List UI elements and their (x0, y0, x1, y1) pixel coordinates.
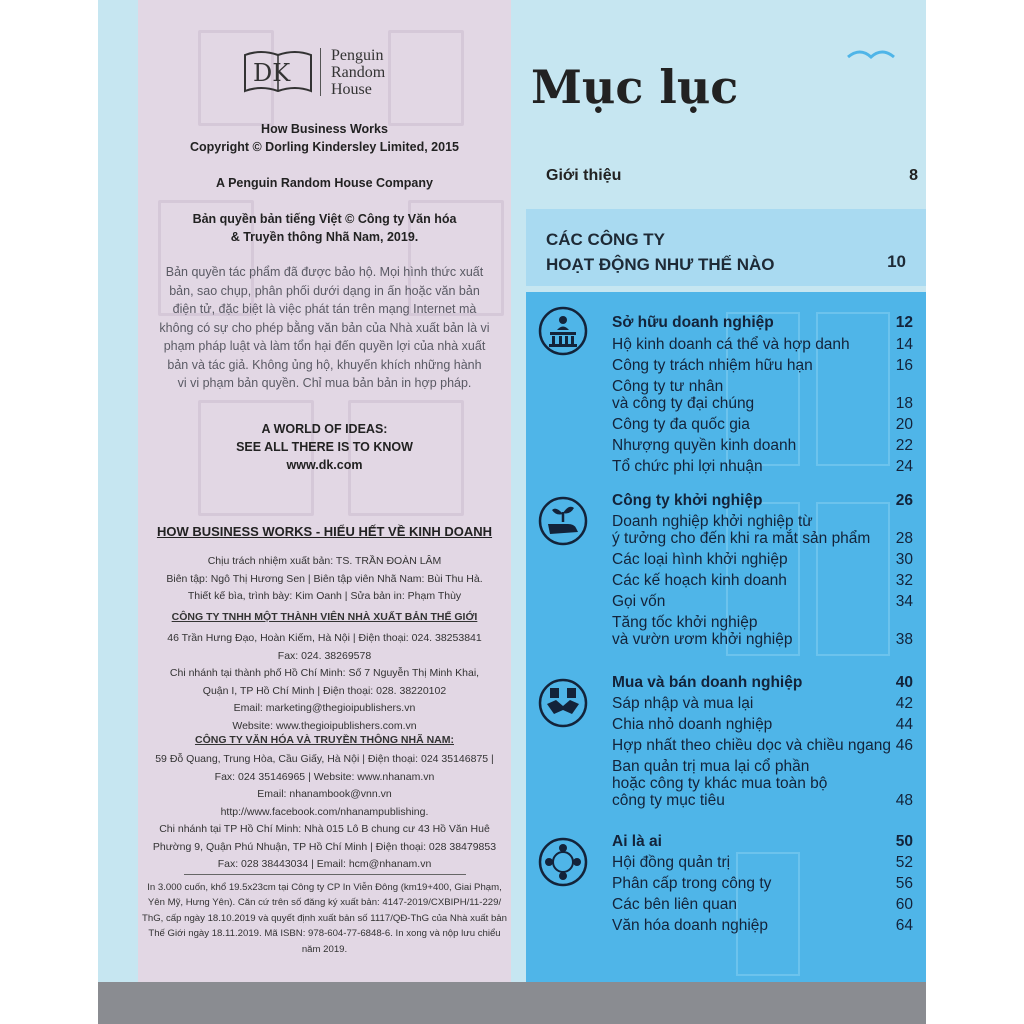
divider-rule (184, 874, 466, 875)
window-decoration (388, 30, 464, 126)
copyright-block: How Business Works Copyright © Dorling Kindersley Limited, 2015 (190, 122, 459, 154)
slogan-block: A WORLD OF IDEAS: SEE ALL THERE IS TO KNOW www.dk.com (236, 422, 413, 472)
logo-divider (320, 48, 321, 96)
toc-entry[interactable]: Hội đồng quản trị (612, 854, 731, 871)
toc-intro-page: 8 (909, 167, 918, 184)
toc-entry[interactable]: Công ty tư nhân và công ty đại chúng (612, 378, 755, 412)
toc-entry[interactable]: Phân cấp trong công ty (612, 875, 772, 892)
toc-entry[interactable]: Các kế hoạch kinh doanh (612, 572, 787, 589)
toc-page-number: 28 (895, 530, 913, 547)
publisher-logo (240, 44, 385, 100)
toc-page-number: 48 (895, 792, 913, 809)
toc-page-number: 52 (895, 854, 913, 871)
toc-entry[interactable]: Các loại hình khởi nghiệp (612, 551, 788, 568)
toc-page-number: 60 (895, 896, 913, 913)
toc-page-number: 30 (895, 551, 913, 568)
toc-title: Mục lục (531, 60, 739, 114)
toc-entry[interactable]: Gọi vốn (612, 593, 666, 610)
toc-page-number: 20 (895, 416, 913, 433)
toc-intro-label: Giới thiệu (546, 167, 622, 184)
toc-page-number: 14 (895, 336, 913, 353)
toc-entry[interactable]: Các bên liên quan (612, 896, 737, 913)
toc-page-number: 38 (895, 631, 913, 648)
toc-page-number: 24 (895, 458, 913, 475)
dk-logo-icon (240, 46, 316, 98)
toc-entry[interactable]: Hộ kinh doanh cá thể và hợp danh (612, 336, 850, 353)
toc-entry[interactable]: Công ty trách nhiệm hữu hạn (612, 357, 813, 374)
toc-entries-panel (526, 292, 926, 982)
toc-section-page: 10 (887, 252, 906, 271)
toc-page-number: 16 (895, 357, 913, 374)
toc-group-heading[interactable]: Ai là ai (612, 833, 662, 850)
toc-page-number: 12 (895, 314, 913, 331)
toc-page-number: 22 (895, 437, 913, 454)
toc-entry[interactable]: Văn hóa doanh nghiệp (612, 917, 769, 934)
toc-entry[interactable]: Ban quản trị mua lại cổ phần hoặc công ty khác mua toàn bộ công ty mục tiêu (612, 758, 828, 809)
toc-intro-row[interactable] (546, 167, 918, 185)
publisher-heading: CÔNG TY TNHH MỘT THÀNH VIÊN NHÀ XUẤT BẢN THẾ GIỚI (171, 611, 478, 623)
toc-page-number: 34 (895, 593, 913, 610)
toc-page-number: 40 (895, 674, 913, 691)
people-network-icon (538, 837, 588, 887)
toc-page-number: 56 (895, 875, 913, 892)
toc-section-title: CÁC CÔNG TY HOẠT ĐỘNG NHƯ THẾ NÀO (546, 230, 775, 274)
nhanam-info: 59 Đỗ Quang, Trung Hòa, Cầu Giấy, Hà Nội | Điện thoại: 024 35146875 | Fax: 024 35146965 | Website: www.nhanam.vn Email: nhanambook@vnn.vn http://www.facebook.com/nhanampublishing. Chi nhánh tại TP Hồ Chí Minh: Nhà 015 Lô B chung cư 43 Hồ Văn Huê Phường 9, Quận Phú Nhuận, TP Hồ Chí Minh | Điện thoại: 028 38479853 Fax: 028 38443034 | Email: hcm@nhanam.vn (152, 753, 497, 870)
toc-entry[interactable]: Chia nhỏ doanh nghiệp (612, 716, 773, 733)
vn-rights-block: Bản quyền bản tiếng Việt © Công ty Văn hóa & Truyền thông Nhã Nam, 2019. (192, 212, 457, 244)
credits-block: Chịu trách nhiệm xuất bản: TS. TRẦN ĐOÀN LÂM Biên tập: Ngô Thị Hương Sen | Biên tập viên Nhã Nam: Bùi Thu Hà. Thiết kế bìa, trình bày: Kim Oanh | Sửa bản in: Phạm Thùy (166, 555, 483, 602)
copyright-notice: Bản quyền tác phẩm đã được bảo hộ. Mọi hình thức xuất bản, sao chụp, phân phối dưới dạng in ấn hoặc văn bản điện tử, đặc biệt là việc phát tán trên mạng Internet mà không có sự cho phép bằng văn bản của Nhà xuất bản là vi phạm pháp luật và làm tổn hại đến quyền lợi của nhà xuất bản và tác giả. Không ủng hộ, khuyến khích những hành vi vi phạm bản quyền. Chỉ mua bản bản in hợp pháp. (159, 265, 490, 390)
toc-page-number: 46 (895, 737, 913, 754)
toc-page-number: 42 (895, 695, 913, 712)
toc-page-number: 32 (895, 572, 913, 589)
toc-group-heading[interactable]: Công ty khởi nghiệp (612, 492, 763, 509)
nhanam-heading: CÔNG TY VĂN HÓA VÀ TRUYỀN THÔNG NHÃ NAM: (194, 734, 454, 746)
handshake-icon (538, 678, 588, 728)
toc-entry[interactable]: Doanh nghiệp khởi nghiệp từ ý tưởng cho đến khi ra mắt sản phẩm (612, 513, 871, 547)
toc-entry[interactable]: Công ty đa quốc gia (612, 416, 750, 433)
toc-entry[interactable]: Sáp nhập và mua lại (612, 695, 754, 712)
colophon-panel (138, 0, 511, 982)
toc-entry[interactable]: Tăng tốc khởi nghiệp và vườn ươm khởi nghiệp (612, 614, 793, 648)
bird-decoration-icon (846, 47, 896, 61)
toc-column (511, 0, 926, 982)
toc-page-number: 64 (895, 917, 913, 934)
toc-page-number: 44 (895, 716, 913, 733)
publisher-info: 46 Trần Hưng Đạo, Hoàn Kiếm, Hà Nội | Điện thoại: 024. 38253841 Fax: 024. 38269578 Chi nhánh tại thành phố Hồ Chí Minh: Số 7 Nguyễn Thị Minh Khai, Quận I, TP Hồ Chí Minh | Điện thoại: 028. 38220102 Email: marketing@thegioipublishers.vn Website: www.thegioipublishers.com.vn (167, 632, 482, 732)
toc-section-band[interactable] (526, 209, 926, 286)
sprout-hand-icon (538, 496, 588, 546)
toc-page-number: 26 (895, 492, 913, 509)
toc-group-heading[interactable]: Sở hữu doanh nghiệp (612, 314, 774, 331)
toc-entry[interactable]: Hợp nhất theo chiều dọc và chiều ngang (612, 737, 892, 754)
book-title: HOW BUSINESS WORKS - HIỂU HẾT VỀ KINH DOANH (156, 524, 493, 539)
toc-entry[interactable]: Tổ chức phi lợi nhuận (612, 458, 763, 475)
svg-text:DK: DK (253, 59, 291, 87)
toc-page-number: 18 (895, 395, 913, 412)
toc-page-number: 50 (895, 833, 913, 850)
book-page (98, 0, 926, 982)
company-line: A Penguin Random House Company (216, 176, 433, 190)
print-info: In 3.000 cuốn, khổ 19.5x23cm tại Công ty CP In Viễn Đông (km19+400, Giai Phạm, Yên Mỹ, Hưng Yên). Căn cứ trên số đăng ký xuất bản: 4147-2019/CXBIPH/11-229/ ThG, cấp ngày 18.10.2019 và quyết định xuất bản số 1117/QĐ-ThG của Nhà xuất bản Thế Giới ngày 18.11.2019. Mã ISBN: 978-604-77-6848-6. In xong và nộp lưu chiểu năm 2019. (142, 882, 507, 955)
toc-group-heading[interactable]: Mua và bán doanh nghiệp (612, 674, 803, 691)
bottom-shadow-strip (98, 982, 926, 1024)
ownership-icon (538, 306, 588, 356)
penguin-random-house-wordmark: Penguin Random House (331, 46, 386, 98)
toc-entry[interactable]: Nhượng quyền kinh doanh (612, 437, 797, 454)
